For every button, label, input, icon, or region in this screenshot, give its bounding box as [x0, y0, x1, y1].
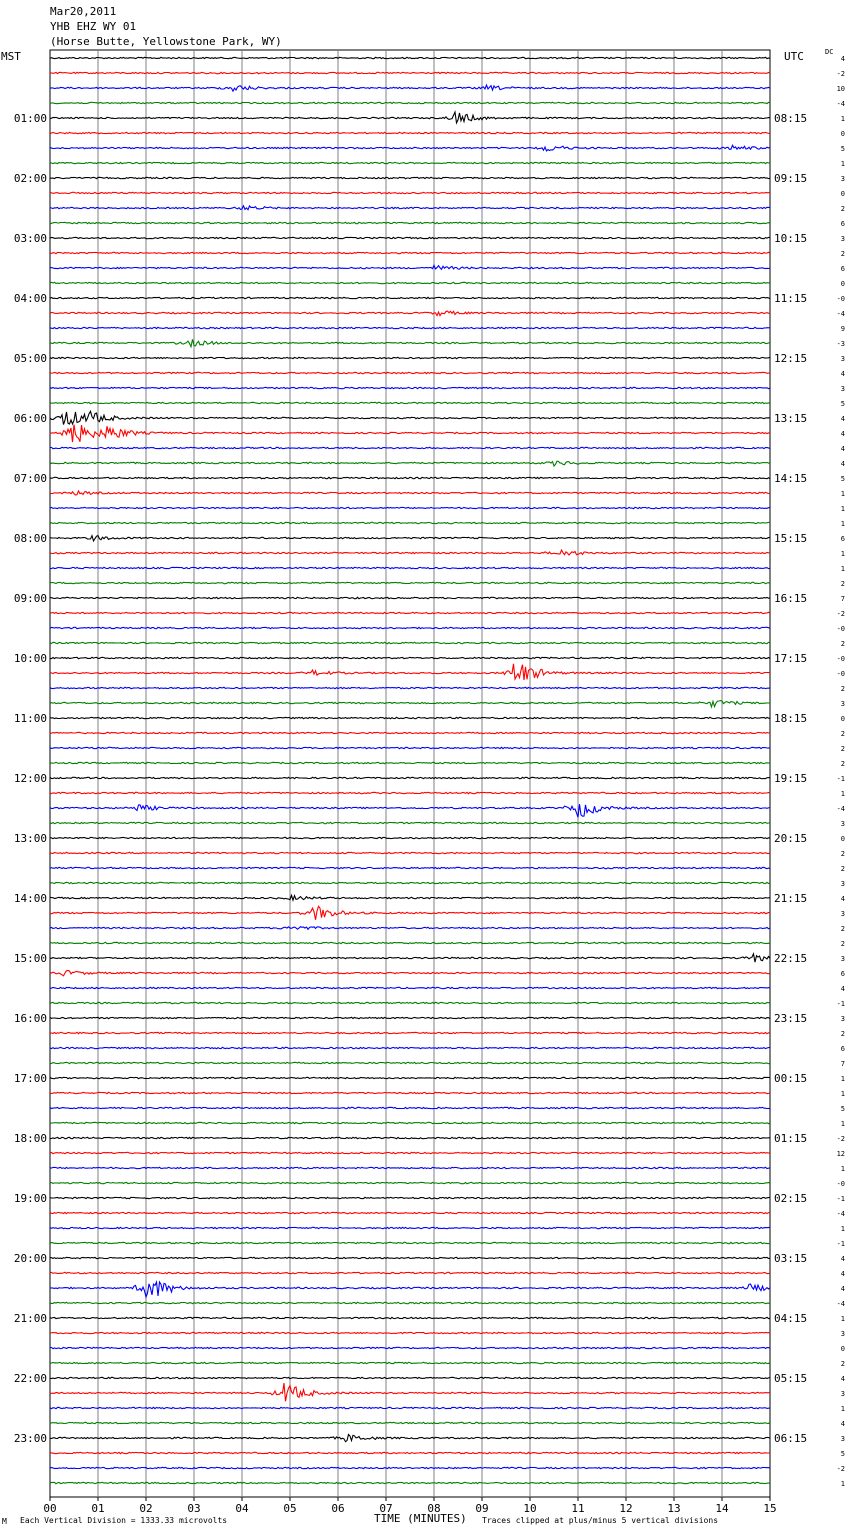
- dc-offset-value: 7: [840, 1060, 845, 1068]
- trace-4: [50, 112, 770, 123]
- trace-91: [50, 1422, 770, 1423]
- trace-65: [50, 1032, 770, 1033]
- dc-offset-value: 3: [840, 880, 845, 888]
- mst-hour-label: 08:00: [13, 532, 47, 545]
- x-tick-label: 00: [43, 1502, 57, 1515]
- mst-hour-label: 21:00: [13, 1312, 47, 1325]
- dc-offset-value: 5: [840, 1105, 845, 1113]
- dc-offset-value: 2: [840, 760, 845, 768]
- trace-92: [50, 1435, 770, 1442]
- dc-offset-value: -3: [836, 340, 845, 348]
- dc-offset-value: 4: [840, 460, 845, 468]
- scale-note: Each Vertical Division = 1333.33 microvolts: [20, 1516, 228, 1525]
- trace-49: [50, 792, 770, 793]
- dc-offset-value: 0: [840, 130, 845, 138]
- x-tick-label: 12: [619, 1502, 633, 1515]
- dc-offset-labels: [837, 55, 845, 1488]
- dc-offset-value: 0: [840, 190, 845, 198]
- dc-offset-value: -4: [836, 1210, 845, 1218]
- trace-62: [50, 987, 770, 988]
- dc-offset-value: 1: [840, 565, 845, 573]
- trace-67: [50, 1062, 770, 1063]
- trace-43: [50, 701, 770, 707]
- mst-hour-label: 05:00: [13, 352, 47, 365]
- trace-19: [50, 339, 770, 346]
- dc-offset-value: -0: [836, 655, 845, 663]
- dc-offset-value: 6: [840, 265, 845, 273]
- trace-74: [50, 1167, 770, 1168]
- trace-31: [50, 522, 770, 523]
- trace-57: [50, 906, 770, 920]
- trace-80: [50, 1257, 770, 1258]
- trace-13: [50, 252, 770, 253]
- dc-offset-value: 1: [840, 160, 845, 168]
- mst-hour-label: 16:00: [13, 1012, 47, 1025]
- trace-6: [50, 145, 770, 151]
- trace-55: [50, 882, 770, 883]
- dc-offset-value: 3: [840, 700, 845, 708]
- trace-34: [50, 567, 770, 568]
- trace-83: [50, 1302, 770, 1303]
- utc-hour-label: 23:15: [774, 1012, 808, 1025]
- trace-58: [50, 927, 770, 930]
- header-station: YHB EHZ WY 01: [50, 20, 137, 33]
- trace-76: [50, 1197, 770, 1198]
- mst-hour-label: 20:00: [13, 1252, 47, 1265]
- dc-offset-value: 10: [836, 85, 845, 93]
- dc-offset-value: 2: [840, 940, 845, 948]
- dc-offset-value: 1: [840, 1225, 845, 1233]
- utc-hour-label: 21:15: [774, 892, 808, 905]
- dc-offset-value: 4: [840, 1420, 845, 1428]
- trace-79: [50, 1242, 770, 1243]
- trace-87: [50, 1362, 770, 1363]
- trace-85: [50, 1332, 770, 1333]
- dc-offset-value: -2: [836, 1135, 845, 1143]
- dc-offset-value: 2: [840, 865, 845, 873]
- x-tick-label: 02: [139, 1502, 153, 1515]
- trace-38: [50, 627, 770, 628]
- trace-0: [50, 57, 770, 58]
- utc-hour-label: 02:15: [774, 1192, 808, 1205]
- dc-offset-value: -4: [836, 310, 845, 318]
- dc-offset-value: 1: [840, 1120, 845, 1128]
- utc-hour-label: 12:15: [774, 352, 808, 365]
- dc-offset-value: 5: [840, 475, 845, 483]
- mst-hour-label: 15:00: [13, 952, 47, 965]
- dc-offset-value: -4: [836, 1300, 845, 1308]
- dc-offset-value: 3: [840, 1330, 845, 1338]
- dc-offset-value: 2: [840, 250, 845, 258]
- left-zone-label: MST: [1, 50, 21, 63]
- utc-hour-label: 19:15: [774, 772, 808, 785]
- dc-offset-value: 1: [840, 1075, 845, 1083]
- dc-offset-value: -0: [836, 670, 845, 678]
- header-date: Mar20,2011: [50, 5, 117, 18]
- trace-24: [50, 411, 770, 424]
- utc-hour-label: 10:15: [774, 232, 808, 245]
- dc-offset-value: 4: [840, 985, 845, 993]
- dc-offset-value: -2: [836, 1465, 845, 1473]
- dc-offset-value: 4: [840, 430, 845, 438]
- utc-hour-label: 00:15: [774, 1072, 808, 1085]
- trace-94: [50, 1467, 770, 1468]
- x-axis-label: TIME (MINUTES): [374, 1512, 467, 1525]
- trace-42: [50, 687, 770, 688]
- trace-35: [50, 582, 770, 583]
- dc-offset-value: 3: [840, 385, 845, 393]
- trace-46: [50, 747, 770, 748]
- dc-offset-value: 3: [840, 1015, 845, 1023]
- dc-offset-value: 2: [840, 850, 845, 858]
- trace-75: [50, 1182, 770, 1183]
- dc-offset-value: 3: [840, 955, 845, 963]
- dc-offset-value: 3: [840, 175, 845, 183]
- trace-17: [50, 311, 770, 316]
- trace-72: [50, 1137, 770, 1138]
- utc-hour-label: 13:15: [774, 412, 808, 425]
- trace-33: [50, 550, 770, 555]
- dc-offset-value: 4: [840, 1375, 845, 1383]
- dc-offset-value: 0: [840, 280, 845, 288]
- dc-offset-value: -1: [836, 775, 845, 783]
- utc-hour-label: 11:15: [774, 292, 808, 305]
- mst-hour-label: 17:00: [13, 1072, 47, 1085]
- utc-hour-label: 06:15: [774, 1432, 808, 1445]
- trace-20: [50, 357, 770, 358]
- mst-hour-labels: [14, 112, 47, 1445]
- dc-offset-value: 1: [840, 550, 845, 558]
- trace-86: [50, 1347, 770, 1348]
- dc-offset-value: 4: [840, 415, 845, 423]
- x-tick-label: 15: [763, 1502, 777, 1515]
- trace-90: [50, 1407, 770, 1408]
- utc-hour-label: 05:15: [774, 1372, 808, 1385]
- dc-offset-value: 1: [840, 505, 845, 513]
- trace-82: [50, 1282, 770, 1297]
- trace-54: [50, 867, 770, 868]
- utc-hour-label: 04:15: [774, 1312, 808, 1325]
- trace-27: [50, 461, 770, 466]
- mst-hour-label: 04:00: [13, 292, 47, 305]
- dc-offset-value: 1: [840, 490, 845, 498]
- dc-offset-value: 2: [840, 925, 845, 933]
- trace-44: [50, 717, 770, 718]
- dc-offset-value: 2: [840, 745, 845, 753]
- dc-offset-value: 4: [840, 55, 845, 63]
- trace-47: [50, 762, 770, 763]
- trace-39: [50, 642, 770, 643]
- utc-hour-label: 03:15: [774, 1252, 808, 1265]
- trace-18: [50, 327, 770, 328]
- trace-22: [50, 387, 770, 388]
- x-tick-label: 08: [427, 1502, 441, 1515]
- dc-offset-value: 3: [840, 355, 845, 363]
- mst-hour-label: 01:00: [13, 112, 47, 125]
- trace-59: [50, 942, 770, 943]
- trace-64: [50, 1017, 770, 1018]
- dc-offset-value: 3: [840, 235, 845, 243]
- trace-30: [50, 507, 770, 508]
- trace-14: [50, 265, 770, 269]
- dc-offset-value: 4: [840, 1285, 845, 1293]
- utc-hour-label: 16:15: [774, 592, 808, 605]
- dc-offset-value: 0: [840, 1345, 845, 1353]
- mst-hour-label: 09:00: [13, 592, 47, 605]
- trace-71: [50, 1122, 770, 1123]
- trace-15: [50, 282, 770, 283]
- trace-95: [50, 1482, 770, 1483]
- dc-offset-value: 4: [840, 895, 845, 903]
- trace-53: [50, 852, 770, 853]
- utc-hour-label: 15:15: [774, 532, 808, 545]
- trace-56: [50, 895, 770, 900]
- x-tick-label: 09: [475, 1502, 489, 1515]
- trace-9: [50, 192, 770, 193]
- utc-hour-label: 01:15: [774, 1132, 808, 1145]
- trace-5: [50, 132, 770, 133]
- trace-84: [50, 1317, 770, 1318]
- trace-60: [50, 954, 770, 962]
- utc-hour-label: 17:15: [774, 652, 808, 665]
- dc-offset-value: 1: [840, 1480, 845, 1488]
- x-tick-label: 10: [523, 1502, 537, 1515]
- trace-40: [50, 657, 770, 658]
- trace-81: [50, 1272, 770, 1273]
- x-tick-label: 05: [283, 1502, 297, 1515]
- dc-offset-value: -4: [836, 100, 845, 108]
- dc-offset-value: 0: [840, 835, 845, 843]
- trace-8: [50, 177, 770, 178]
- trace-45: [50, 732, 770, 733]
- right-zone-label: UTC: [784, 50, 804, 63]
- dc-offset-value: 2: [840, 580, 845, 588]
- trace-25: [50, 425, 770, 443]
- dc-offset-value: 7: [840, 595, 845, 603]
- x-tick-label: 11: [571, 1502, 585, 1515]
- mst-hour-label: 12:00: [13, 772, 47, 785]
- mst-hour-label: 06:00: [13, 412, 47, 425]
- dc-offset-value: -1: [836, 1240, 845, 1248]
- mst-hour-label: 18:00: [13, 1132, 47, 1145]
- dc-offset-value: -2: [836, 610, 845, 618]
- trace-70: [50, 1107, 770, 1108]
- mst-hour-label: 03:00: [13, 232, 47, 245]
- trace-63: [50, 1002, 770, 1003]
- utc-hour-label: 18:15: [774, 712, 808, 725]
- dc-offset-value: 2: [840, 1030, 845, 1038]
- trace-66: [50, 1047, 770, 1048]
- dc-offset-value: 3: [840, 1390, 845, 1398]
- mst-hour-label: 14:00: [13, 892, 47, 905]
- dc-offset-value: -0: [836, 295, 845, 303]
- mst-hour-label: 10:00: [13, 652, 47, 665]
- dc-offset-value: 2: [840, 685, 845, 693]
- trace-11: [50, 222, 770, 223]
- dc-offset-value: 9: [840, 325, 845, 333]
- dc-offset-value: -1: [836, 1195, 845, 1203]
- dc-offset-value: 5: [840, 400, 845, 408]
- x-tick-label: 04: [235, 1502, 249, 1515]
- trace-52: [50, 837, 770, 838]
- x-tick-label: 07: [379, 1502, 393, 1515]
- logo-mark: M: [2, 1517, 7, 1526]
- utc-hour-label: 14:15: [774, 472, 808, 485]
- dc-offset-value: 6: [840, 970, 845, 978]
- dc-offset-value: 1: [840, 115, 845, 123]
- trace-29: [50, 491, 770, 495]
- dc-offset-value: 2: [840, 205, 845, 213]
- trace-26: [50, 447, 770, 448]
- x-tick-label: 03: [187, 1502, 201, 1515]
- dc-offset-value: 1: [840, 1315, 845, 1323]
- mst-hour-label: 11:00: [13, 712, 47, 725]
- trace-93: [50, 1452, 770, 1453]
- dc-offset-value: 6: [840, 535, 845, 543]
- trace-32: [50, 536, 770, 541]
- dc-offset-value: 4: [840, 1270, 845, 1278]
- utc-hour-label: 22:15: [774, 952, 808, 965]
- trace-88: [50, 1377, 770, 1378]
- mst-hour-label: 07:00: [13, 472, 47, 485]
- trace-77: [50, 1212, 770, 1213]
- x-tick-label: 14: [715, 1502, 729, 1515]
- dc-offset-value: 4: [840, 1255, 845, 1263]
- trace-21: [50, 372, 770, 373]
- dc-offset-value: -4: [836, 805, 845, 813]
- trace-51: [50, 822, 770, 823]
- dc-offset-value: 2: [840, 730, 845, 738]
- utc-hour-label: 09:15: [774, 172, 808, 185]
- dc-offset-value: 4: [840, 370, 845, 378]
- dc-offset-value: 1: [840, 520, 845, 528]
- mst-hour-label: 23:00: [13, 1432, 47, 1445]
- utc-hour-label: 20:15: [774, 832, 808, 845]
- dc-offset-value: 1: [840, 1405, 845, 1413]
- dc-offset-value: 1: [840, 790, 845, 798]
- trace-12: [50, 237, 770, 238]
- dc-offset-value: 1: [840, 1165, 845, 1173]
- dc-offset-value: 2: [840, 640, 845, 648]
- trace-89: [50, 1383, 770, 1401]
- mst-hour-label: 19:00: [13, 1192, 47, 1205]
- trace-78: [50, 1227, 770, 1228]
- trace-37: [50, 612, 770, 613]
- trace-61: [50, 971, 770, 976]
- dc-offset-value: 12: [836, 1150, 845, 1158]
- dc-offset-value: 1: [840, 1090, 845, 1098]
- dc-offset-value: 4: [840, 445, 845, 453]
- x-tick-label: 06: [331, 1502, 345, 1515]
- dc-offset-value: 3: [840, 1435, 845, 1443]
- trace-73: [50, 1152, 770, 1153]
- dc-offset-value: 5: [840, 145, 845, 153]
- trace-69: [50, 1092, 770, 1093]
- clip-note: Traces clipped at plus/minus 5 vertical divisions: [482, 1516, 719, 1525]
- dc-offset-value: 3: [840, 820, 845, 828]
- trace-3: [50, 102, 770, 103]
- dc-offset-value: 6: [840, 1045, 845, 1053]
- mst-hour-label: 13:00: [13, 832, 47, 845]
- mst-hour-label: 02:00: [13, 172, 47, 185]
- dc-offset-value: 3: [840, 910, 845, 918]
- utc-hour-labels: [774, 112, 807, 1445]
- dc-offset-value: -0: [836, 625, 845, 633]
- x-tick-label: 01: [91, 1502, 105, 1515]
- x-tick-label: 13: [667, 1502, 681, 1515]
- trace-1: [50, 72, 770, 73]
- dc-offset-value: 5: [840, 1450, 845, 1458]
- dc-offset-value: 0: [840, 715, 845, 723]
- trace-28: [50, 477, 770, 478]
- trace-36: [50, 597, 770, 598]
- mst-hour-label: 22:00: [13, 1372, 47, 1385]
- trace-7: [50, 162, 770, 163]
- utc-hour-label: 08:15: [774, 112, 808, 125]
- trace-68: [50, 1077, 770, 1078]
- trace-2: [50, 85, 770, 91]
- dc-offset-value: -1: [836, 1000, 845, 1008]
- trace-48: [50, 777, 770, 778]
- dc-offset-value: 6: [840, 220, 845, 228]
- seismic-traces: [50, 57, 770, 1483]
- dc-offset-value: 2: [840, 1360, 845, 1368]
- dc-offset-value: -2: [836, 70, 845, 78]
- trace-50: [50, 804, 770, 817]
- trace-41: [50, 664, 770, 680]
- trace-10: [50, 206, 770, 210]
- trace-16: [50, 297, 770, 298]
- dc-offset-value: -0: [836, 1180, 845, 1188]
- header-location: (Horse Butte, Yellowstone Park, WY): [50, 35, 282, 48]
- dc-label: DC: [825, 48, 834, 56]
- trace-23: [50, 402, 770, 403]
